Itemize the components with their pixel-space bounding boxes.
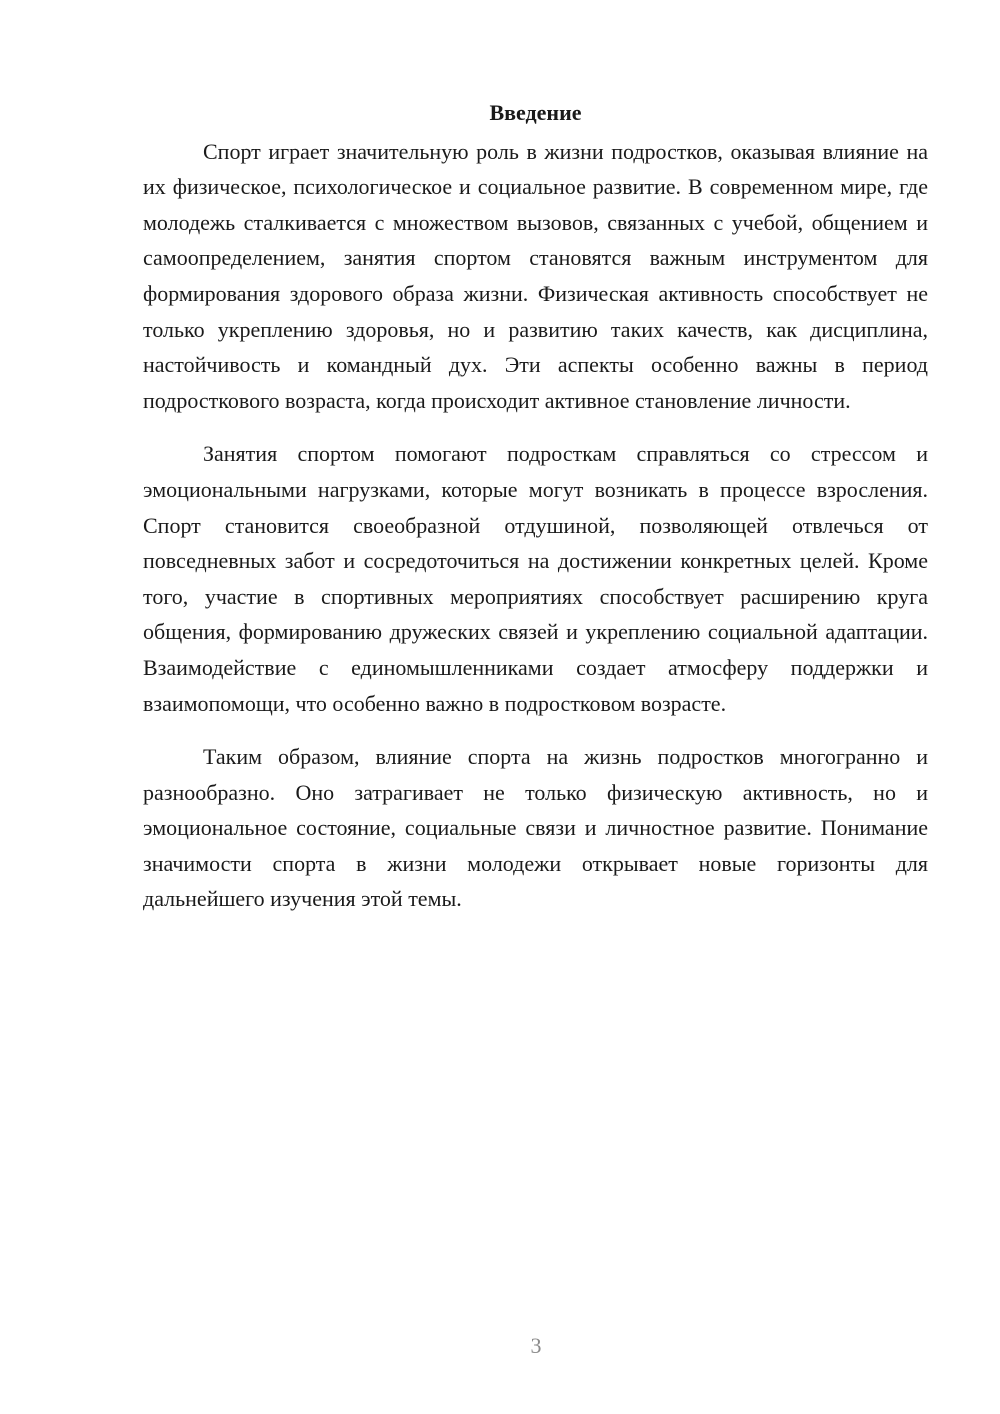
paragraph-1: Спорт играет значительную роль в жизни подростков, оказывая влияние на их физическое, психологическое и социальное развитие. В современном мире, где молодежь сталкивается с множеством вызовов, связанных с учебой, общением и самоопределением, занятия спортом становятся важным инструментом для формирования здорового образа жизни. Физическая активность способствует не только укреплению здоровья, но и развитию таких качеств, как дисциплина, настойчивость и командный дух. Эти аспекты особенно важны в период подросткового возраста, когда происходит активное становление личности.	[143, 138, 928, 413]
paragraph-2: Занятия спортом помогают подросткам справляться со стрессом и эмоциональными нагрузками, которые могут возникать в процессе взросления. Спорт становится своеобразной отдушиной, позволяющей отвлечься от повседневных забот и сосредоточиться на достижении конкретных целей. Кроме того, участие в спортивных мероприятиях способствует расширению круга общения, формированию дружеских связей и укреплению социальной адаптации. Взаимодействие с единомышленниками создает атмосферу поддержки и взаимопомощи, что особенно важно в подростковом возрасте.	[143, 441, 928, 716]
section-heading: Введение	[489, 100, 582, 125]
page-number: 3	[530, 1333, 542, 1358]
paragraph-3: Таким образом, влияние спорта на жизнь подростков многогранно и разнообразно. Оно затрагивает не только физическую активность, но и эмоциональное состояние, социальные связи и личностное развитие. Понимание значимости спорта в жизни молодежи открывает новые горизонты для дальнейшего изучения этой темы.	[143, 744, 928, 912]
document-body	[143, 95, 928, 935]
